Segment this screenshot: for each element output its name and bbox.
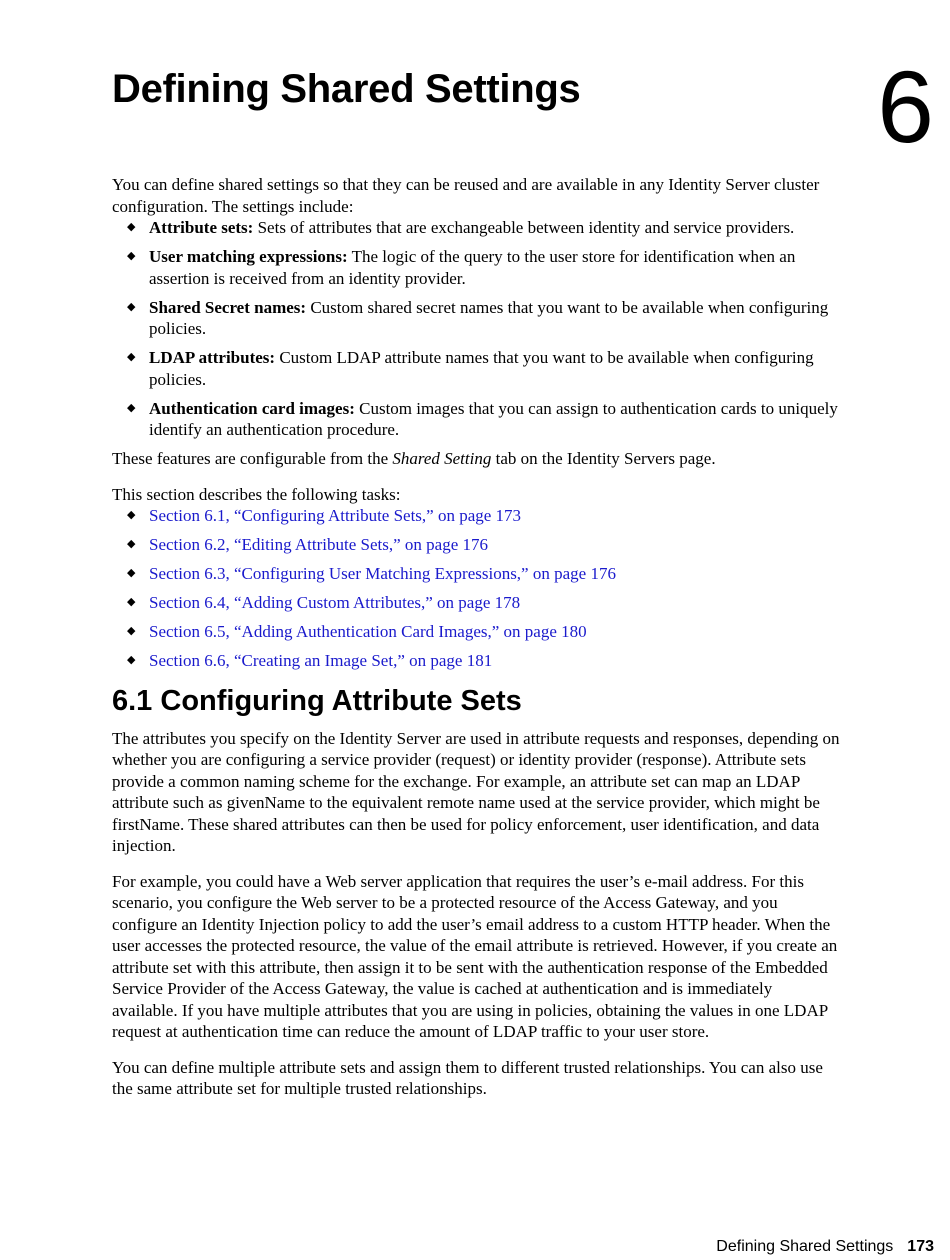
list-item bbox=[112, 534, 842, 556]
section-heading: 6.1 Configuring Attribute Sets bbox=[112, 684, 522, 717]
list-item bbox=[112, 592, 842, 614]
diamond-bullet-icon: ◆ bbox=[127, 351, 136, 363]
diamond-bullet-icon: ◆ bbox=[127, 538, 136, 550]
diamond-bullet-icon: ◆ bbox=[127, 300, 136, 313]
feature-term: User matching expressions: bbox=[149, 247, 348, 266]
section-link-6-6[interactable]: Section 6.6, “Creating an Image Set,” on page 181 bbox=[149, 651, 493, 670]
section-link-6-1[interactable]: Section 6.1, “Configuring Attribute Sets,” on page 173 bbox=[149, 506, 522, 525]
list-item bbox=[112, 563, 842, 585]
list-item bbox=[112, 621, 842, 643]
body-paragraph: The attributes you specify on the Identity Server are used in attribute requests and responses, depending on whether you are configuring a service provider (request) or identity provider (response). Attribute sets provide a common naming scheme for the exchange. For example, an attribute set can map an LDAP attribute such as givenName to the equivalent remote name used at the service provider, which might be firstName. These shared attributes can then be used for policy enforcement, user identification, and data injection. bbox=[112, 728, 840, 855]
footer-title: Defining Shared Settings bbox=[716, 1238, 894, 1255]
diamond-bullet-icon: ◆ bbox=[127, 509, 136, 521]
page-number: 173 bbox=[907, 1238, 934, 1255]
feature-desc: Custom images that you can assign to authentication cards to uniquely identify an authentication procedure. bbox=[149, 398, 838, 439]
feature-desc: Custom LDAP attribute names that you want to be available when configuring policies. bbox=[149, 348, 814, 389]
list-item bbox=[112, 217, 842, 239]
feature-list bbox=[112, 217, 842, 441]
tasks-intro: This section describes the following tasks: bbox=[112, 484, 401, 504]
page-content bbox=[112, 66, 842, 1100]
feature-desc: Sets of attributes that are exchangeable between identity and service providers. bbox=[253, 218, 795, 237]
section-link-6-4[interactable]: Section 6.4, “Adding Custom Attributes,” on page 178 bbox=[149, 593, 521, 612]
section-link-6-3[interactable]: Section 6.3, “Configuring User Matching Expressions,” on page 176 bbox=[149, 564, 616, 583]
feature-term: Shared Secret names: bbox=[149, 297, 307, 317]
list-item bbox=[112, 347, 842, 390]
diamond-bullet-icon: ◆ bbox=[127, 401, 136, 414]
diamond-bullet-icon: ◆ bbox=[127, 221, 136, 233]
feature-desc: The logic of the query to the user store for identification when an assertion is received from an identity provider. bbox=[149, 247, 796, 288]
note-text: These features are configurable from the bbox=[112, 449, 393, 468]
chapter-title: Defining Shared Settings bbox=[112, 67, 581, 111]
body-paragraph: You can define multiple attribute sets and assign them to different trusted relationships. You can also use the same attribute set for multiple trusted relationships. bbox=[112, 1057, 823, 1098]
diamond-bullet-icon: ◆ bbox=[127, 567, 136, 579]
list-item bbox=[112, 505, 842, 527]
list-item bbox=[112, 246, 842, 289]
diamond-bullet-icon: ◆ bbox=[127, 250, 136, 262]
list-item bbox=[112, 398, 842, 441]
shared-setting-note bbox=[112, 448, 842, 470]
diamond-bullet-icon: ◆ bbox=[127, 596, 136, 608]
feature-desc: Custom shared secret names that you want to be available when configuring policies. bbox=[149, 297, 829, 338]
body-paragraph: For example, you could have a Web server application that requires the user’s e-mail address. For this scenario, you configure the Web server to be a protected resource of the Access Gateway, and you configure an Identity Injection policy to add the user’s email address to a custom HTTP header. When the user accesses the protected resource, the value of the email attribute is retrieved. However, if you create an attribute set with this attribute, then assign it to be sent with the authentication response of the Embedded Service Provider of the Access Gateway, the value is cached at authentication and is immediately available. If you have multiple attributes that you are using in policies, obtaining the values in one LDAP request at authentication time can reduce the amount of LDAP traffic to your user store. bbox=[112, 871, 838, 1041]
shared-setting-tab-name: Shared Setting bbox=[392, 449, 492, 468]
diamond-bullet-icon: ◆ bbox=[127, 654, 136, 666]
list-item bbox=[112, 650, 842, 672]
note-text: tab on the Identity Servers page. bbox=[491, 449, 716, 468]
section-link-6-2[interactable]: Section 6.2, “Editing Attribute Sets,” on page 176 bbox=[149, 535, 489, 554]
section-link-6-5[interactable]: Section 6.5, “Adding Authentication Card Images,” on page 180 bbox=[149, 622, 587, 641]
task-link-list bbox=[112, 505, 842, 672]
feature-term: Attribute sets: bbox=[149, 218, 254, 237]
feature-term: LDAP attributes: bbox=[149, 348, 276, 367]
page-footer bbox=[716, 1238, 934, 1256]
chapter-number: 6 bbox=[877, 50, 934, 164]
intro-paragraph: You can define shared settings so that they can be reused and are available in any Identity Server cluster configuration. The settings include: bbox=[112, 175, 820, 216]
diamond-bullet-icon: ◆ bbox=[127, 625, 136, 637]
list-item bbox=[112, 297, 842, 340]
feature-term: Authentication card images: bbox=[149, 398, 355, 418]
